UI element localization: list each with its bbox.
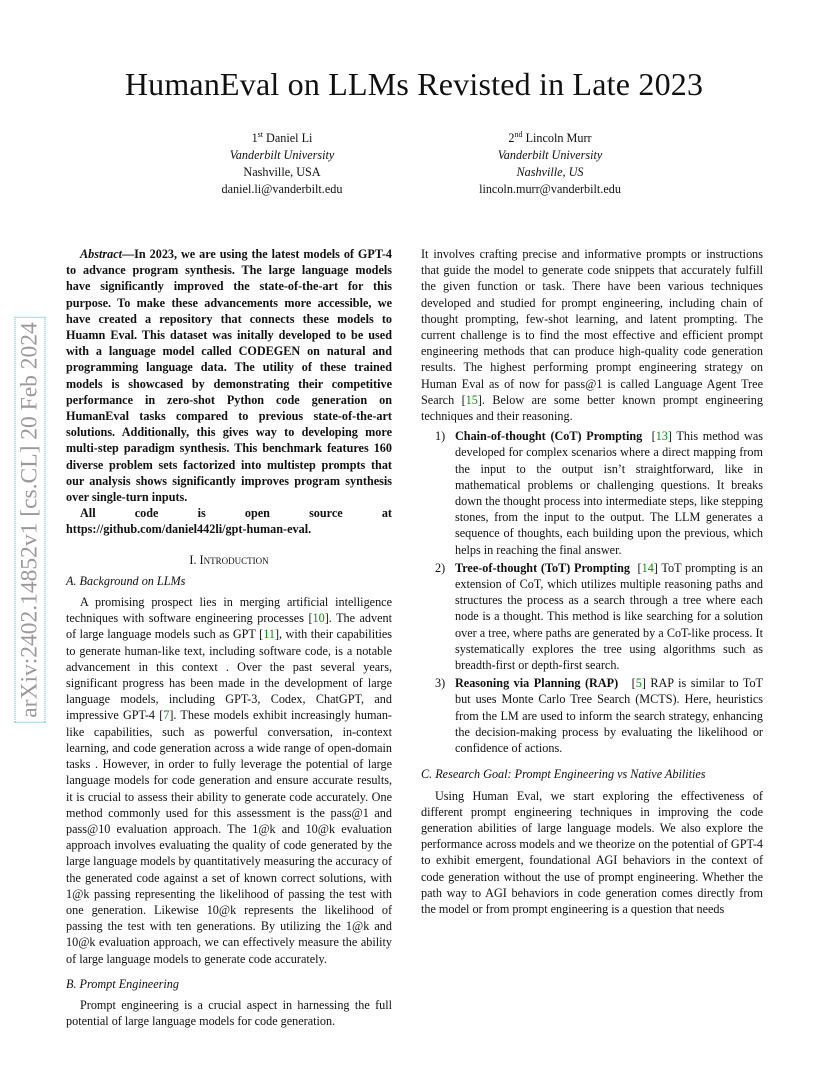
code-note: All code is open source at https://github.com/daniel442li/gpt-human-eval. <box>66 506 392 537</box>
list-item: 2) Tree-of-thought (ToT) Prompting [ 14 ] ToT prompting is an extension of CoT, which utilizes multiple reasoning paths and structures the process as a search through a tree where each node is a thought. This method is like searching for a solution over a tree, where paths are generated by a CoT-like process. It systematically explores the tree using algorithms such as breadth-first or depth-first search. <box>421 560 763 673</box>
author-name: 2nd Lincoln Murr <box>508 130 592 146</box>
abstract <box>66 246 392 505</box>
arxiv-sidebar[interactable] <box>13 260 47 780</box>
technique-list <box>421 428 763 756</box>
abstract-text: —In 2023, we are using the latest models of GPT-4 to advance program synthesis. The large language models have significantly improved the state-of-the-art for this purpose. To make these advancements more accessible, we have created a repository that connects these models to Huamn Eval. This dataset was initally developed to be used with a language model called CODEGEN on natural and programming language data. The utility of these trained models is showcased by demonstrating their competitive performance in zero-shot Python code generation on HumanEval tasks compared to previous state-of-the-art solutions. Additionally, this gives way to developing more multi-step paradigm synthesis. This benchmark features 160 diverse problem sets factorized into multistep prompts that our analysis shows significantly improves program synthesis over single-turn inputs. <box>66 247 392 505</box>
author-location: Nashville, US <box>516 165 584 180</box>
paragraph-prompt-engineering-cont: It involves crafting precise and informative prompts or instructions that guide the model to generate code snippets that accurately fulfill the given function or task. There have been various techniques developed and studied for prompt engineering, including chain of thought prompting, few-shot learning, and latent prompting. The current challenge is to find the most effective and efficient prompt engineering methods that can produce high-quality code generation results. The highest performing prompt engineering strategy on Human Eval as of now for pass@1 is called Language Agent Tree Search [ 15 ] . Below are some better known prompt engineering techniques and their reasoning. <box>421 246 763 424</box>
item-title: Reasoning via Planning (RAP) <box>455 676 619 691</box>
subsection-heading-background: A. Background on LLMs <box>66 573 186 588</box>
citation-link[interactable]: [ 7 ] <box>159 708 173 722</box>
left-column <box>66 246 392 1029</box>
author-affiliation: Vanderbilt University <box>229 148 335 163</box>
paragraph-research-goal: Using Human Eval, we start exploring the effectiveness of different prompt engineering techniques in improving the code generation abilities of large language models. We also explore the performance across models and we theorize on the potential of GPT-4 to exhibit emergent, foundational AGI behaviors in the context of code generation without the use of prompt engineering. Whether the path way to AGI behaviors in code generation comes directly from the model or from prompt engineering is a question that needs <box>421 788 763 916</box>
author-name: 1st Daniel Li <box>251 130 313 146</box>
abstract-label: Abstract <box>80 247 122 261</box>
author-location: Nashville, USA <box>243 165 321 180</box>
item-title: Tree-of-thought (ToT) Prompting <box>455 560 630 575</box>
author-email: lincoln.murr@vanderbilt.edu <box>479 182 621 197</box>
citation-link[interactable]: [ 14 ] <box>638 561 658 575</box>
citation-link[interactable]: [ 5 ] <box>632 676 646 690</box>
paper-title: HumanEval on LLMs Revisted in Late 2023 <box>124 66 704 102</box>
section-heading-introduction: I. Introduction <box>189 552 269 567</box>
arxiv-identifier[interactable]: arXiv:2402.14852v1 [cs.CL] 20 Feb 2024 <box>15 317 46 723</box>
list-item: 3) Reasoning via Planning (RAP) [ 5 ] RAP is similar to ToT but uses Monte Carlo Tree Search (MCTS). Here, heuristics from the LM are used to inform the search strategy, enhancing the decision-making process by evaluating the likelihood or confidence of actions. <box>421 675 763 756</box>
subsection-heading-prompt-engineering: B. Prompt Engineering <box>66 976 179 991</box>
author-block-1 <box>132 126 432 198</box>
paragraph-background: A promising prospect lies in merging artificial intelligence techniques with software engineering processes [ 10 ] . The advent of large language models such as GPT [ 11 ] , with their capabilities to generate human-like text, including software code, is a notable advancement in this context . Over the past several years, significant progress has been made in the development of large language models, including GPT-3, Codex, ChatGPT, and impressive GPT-4 [ 7 ] . These models exhibit increasingly human-like capabilities, such as powerful conversation, in-context learning, and code generation across a wide range of open-domain tasks . However, in order to fully leverage the potential of large language models for code generation and ensure accurate results, it is crucial to assess their ability to generate code accurately. One method commonly used for this assessment is the pass@1 and pass@10 evaluation approach. The 1@k and 10@k evaluation approach involves evaluating the quality of code generated by the large language models by quantitatively measuring the accuracy of the generated code against a set of known correct solutions, with 1@k passing representing the likelihood of passing the test with one generation. Likewise 10@k represents the likelihood of passing the test with ten generations. By utilizing the 1@k and 10@k evaluation approach, we can effectively measure the ability of large language models to generate code accurately. <box>66 594 392 967</box>
author-email: daniel.li@vanderbilt.edu <box>221 182 343 197</box>
item-title: Chain-of-thought (CoT) Prompting <box>455 429 643 444</box>
subsection-heading-research-goal: C. Research Goal: Prompt Engineering vs Native Abilities <box>421 767 706 782</box>
paragraph-prompt-engineering: Prompt engineering is a crucial aspect in harnessing the full potential of large language models for code generation. <box>66 997 392 1029</box>
list-item: 1) Chain-of-thought (CoT) Prompting [ 13 ] This method was developed for complex scenarios where a direct mapping from the input to the output isn’t straightforward, like in mathematical problems or challenging questions. It breaks down the thought process into intermediate steps, like stepping stones, from the input to the output. The LLM generates a sequence of thoughts, each building upon the previous, which helps in reaching the final answer. <box>421 428 763 558</box>
citation-link[interactable]: [ 13 ] <box>652 429 672 443</box>
citation-link[interactable]: [ 15 ] <box>462 393 482 407</box>
author-affiliation: Vanderbilt University <box>497 148 603 163</box>
right-column <box>421 246 763 917</box>
author-block-2 <box>400 126 700 198</box>
citation-link[interactable]: [ 10 ] <box>308 611 328 625</box>
citation-link[interactable]: [ 11 ] <box>259 627 279 641</box>
